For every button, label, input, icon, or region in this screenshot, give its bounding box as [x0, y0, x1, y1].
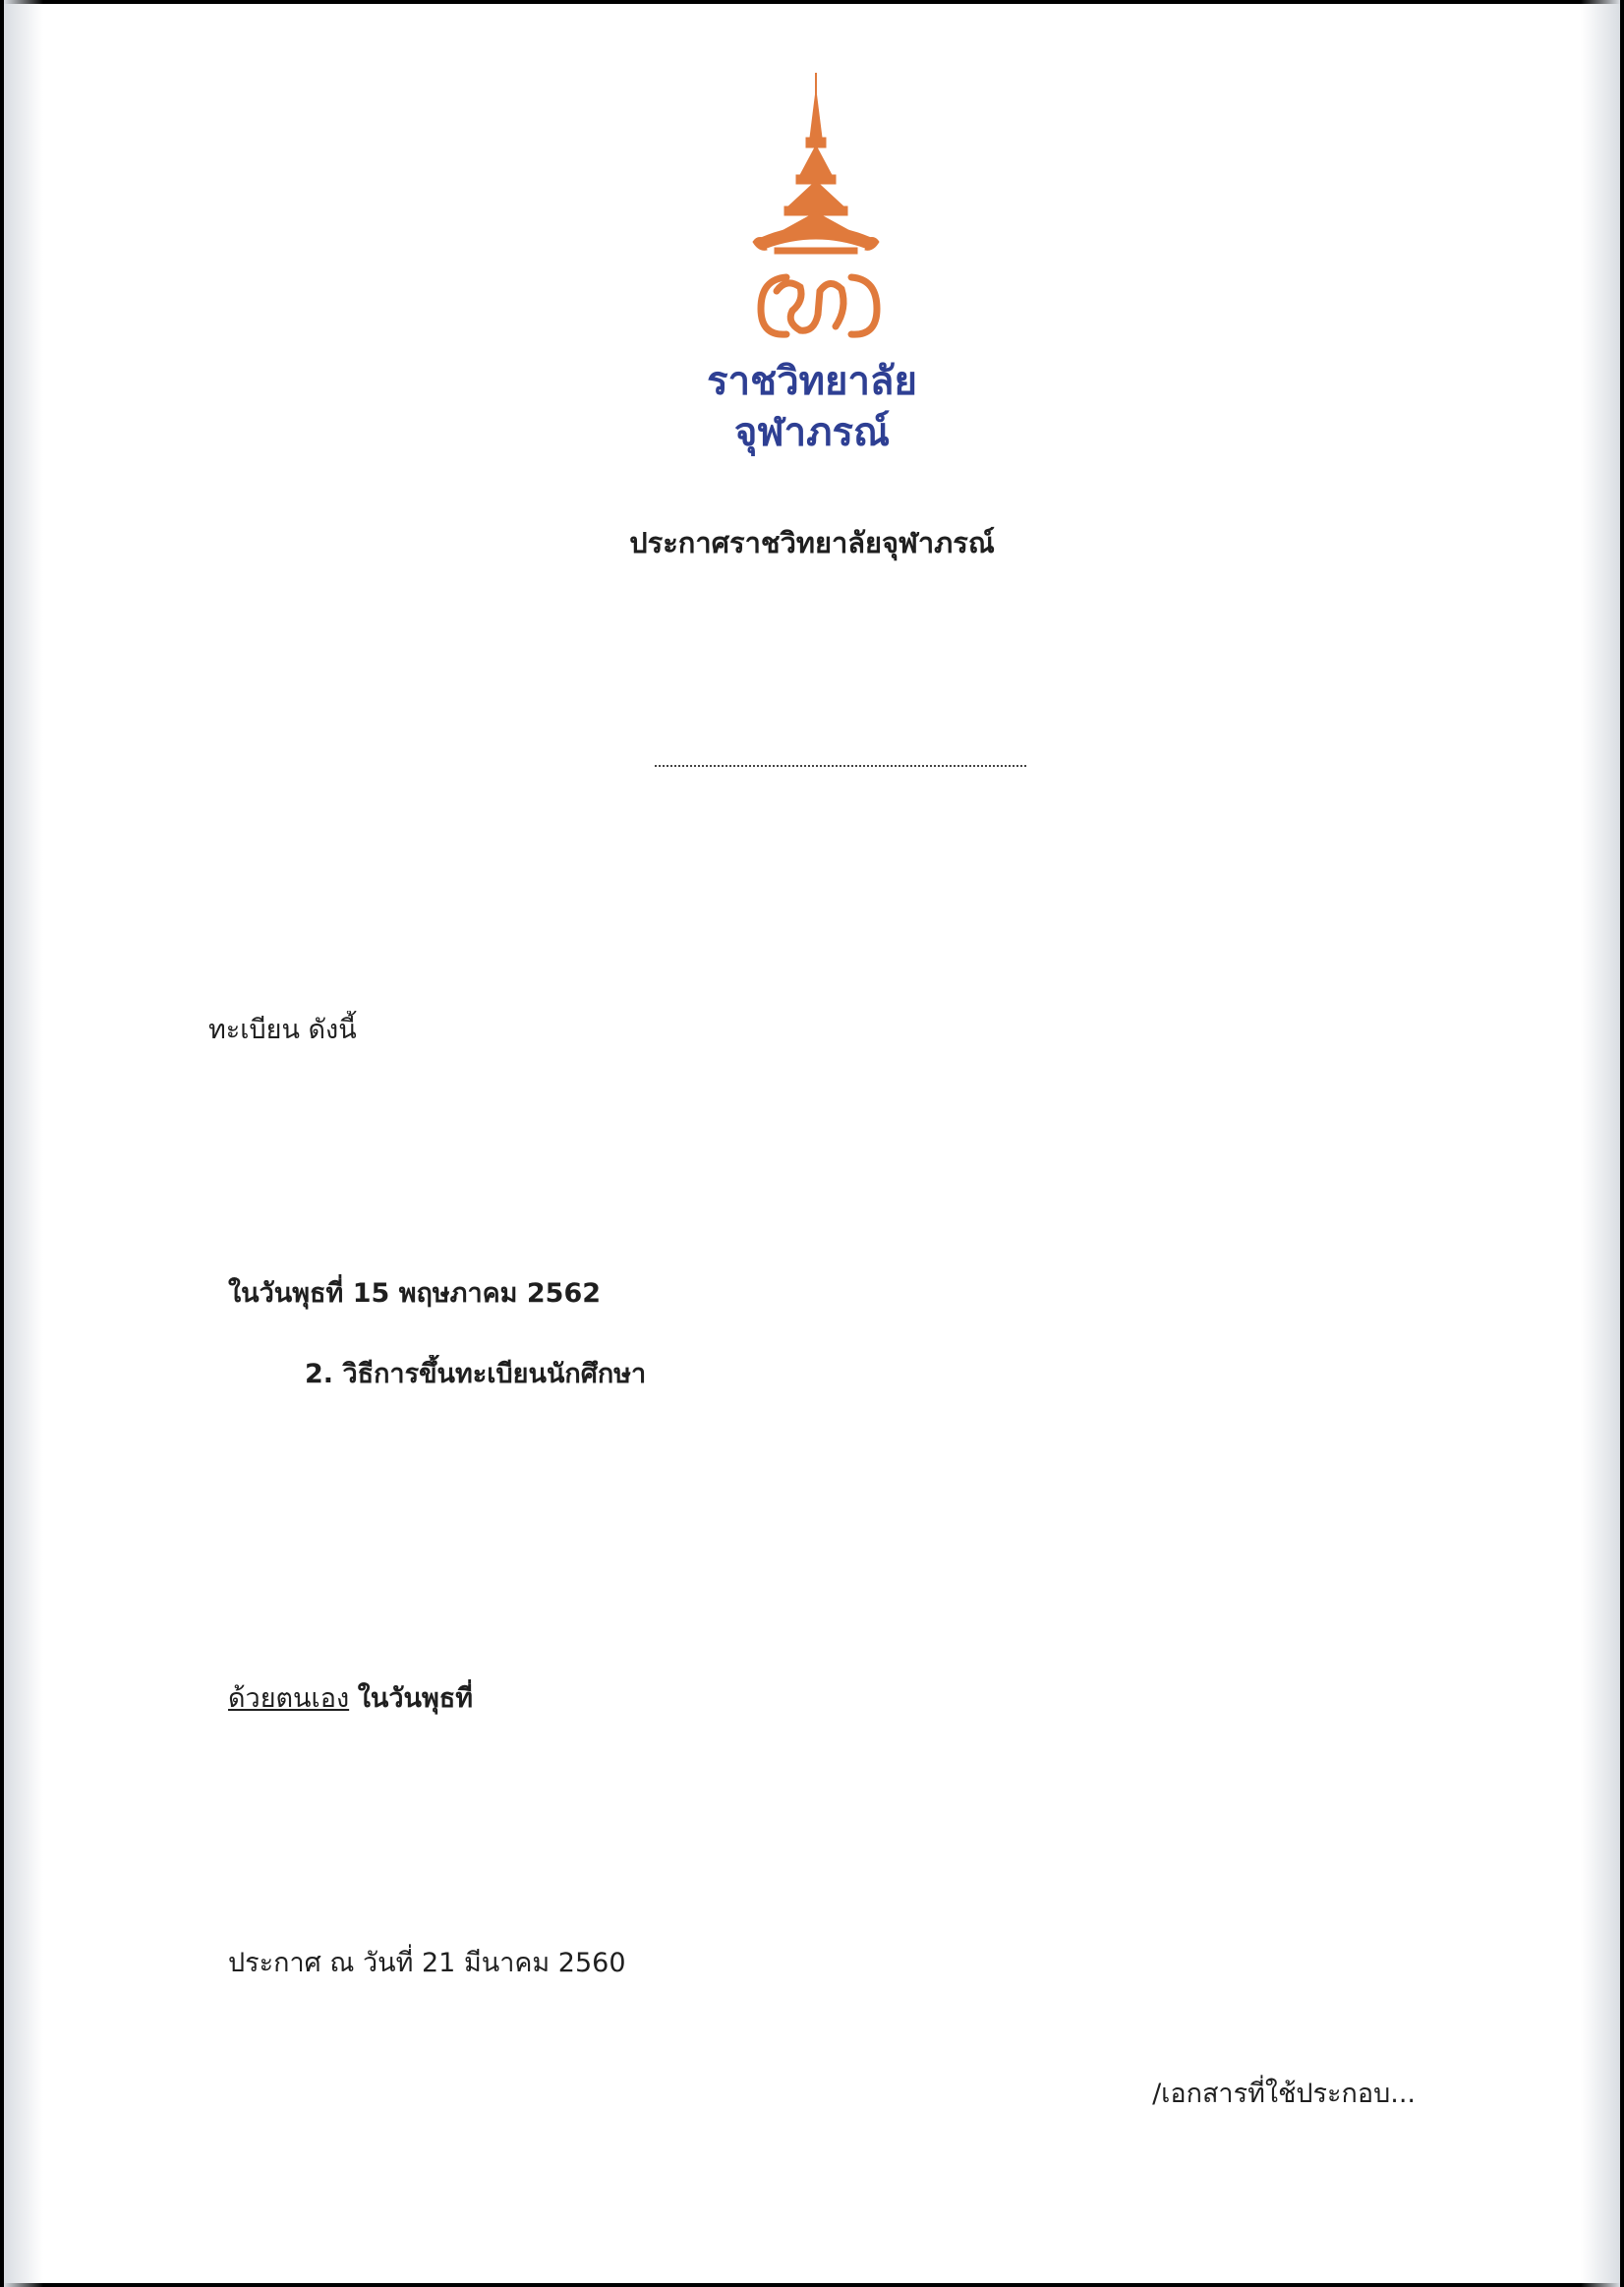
scan-shadow-left — [4, 0, 43, 2287]
college-logo-emblem — [718, 69, 914, 364]
scan-shadow-right — [1581, 0, 1620, 2287]
section-2-line-9: ประกาศ ณ วันที่ 21 มีนาคม 2560 — [228, 1948, 626, 1978]
spire-crown-icon — [753, 73, 879, 254]
logo-name-line2: จุฬาภรณ์ — [733, 410, 891, 455]
section-1-date: ในวันพุธที่ 15 พฤษภาคม 2562 — [228, 1278, 602, 1309]
announcement-title: ประกาศราชวิทยาลัยจุฬาภรณ์ — [629, 526, 995, 559]
scan-border-top — [0, 0, 1624, 4]
scan-border-right — [1620, 0, 1624, 2287]
in-person-underline: ด้วยตนเอง — [228, 1683, 350, 1714]
logo-name-line1: ราชวิทยาลัย — [707, 359, 917, 404]
section-2-line-5 — [228, 1679, 1416, 1719]
section-2-title: 2. วิธีการขึ้นทะเบียนนักศึกษา — [305, 1359, 647, 1389]
scan-border-bottom — [0, 2283, 1624, 2287]
section-2-line-5-bold: ในวันพุธที่ — [357, 1683, 474, 1714]
intro-line-4: ทะเบียน ดังนี้ — [208, 1015, 357, 1045]
continued-on-next-page: /เอกสารที่ใช้ประกอบ... — [1152, 2079, 1416, 2109]
dotted-divider — [655, 765, 1026, 767]
monogram-icon — [761, 277, 877, 334]
